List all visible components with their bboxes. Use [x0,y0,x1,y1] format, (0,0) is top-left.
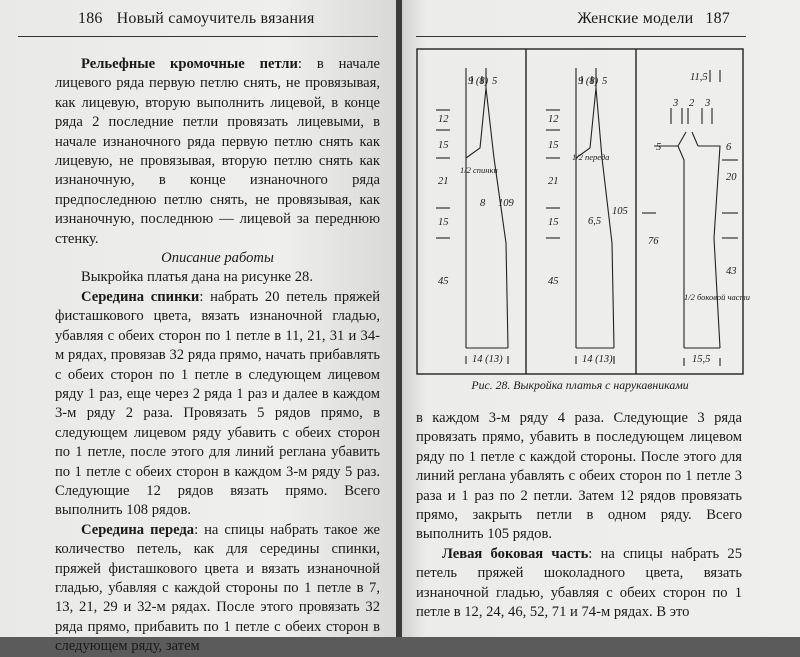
svg-text:15: 15 [548,140,559,151]
right-body-text [416,409,742,622]
svg-text:11,5: 11,5 [690,72,708,83]
svg-text:3: 3 [673,98,679,109]
svg-text:9 (8): 9 (8) [578,76,599,87]
left-page-number: 186 [78,10,103,27]
svg-text:45: 45 [438,276,449,287]
left-running-title: Новый самоучитель вязания [116,10,315,27]
paragraph: Середина переда: на спицы набрать такое же количество петель, как для середины спинки, пряжей фисташкового цвета и вязать изнаночной гладью, убавляя с каждой стороны по 1 петле в 7, 13, 21, 29 и 32-м рядах. После этого провязать 32 ряда прямо, прибавить по 1 петле с обеих сторон в следующем ряду, затем [55,521,380,655]
svg-text:5: 5 [492,76,498,87]
pattern-figure [416,48,750,392]
right-page [402,0,800,637]
right-page-number: 187 [705,10,730,27]
back-pattern [436,68,508,364]
side-pattern [642,70,738,366]
paragraph: Левая боковая часть: на спицы набрать 25 петель пряжей шоколадного цвета, вязать изнаночной гладью, убавляя с обеих сторон по 1 петле в 12, 24, 46, 52, 71 и 74-м рядах. В это [416,545,742,621]
right-running-head [577,10,730,28]
front-pattern [546,68,614,364]
svg-text:6: 6 [726,142,732,153]
side-labels [648,72,750,365]
svg-text:2: 2 [689,98,695,109]
svg-text:45: 45 [548,276,559,287]
svg-text:12: 12 [438,114,449,125]
right-head-rule [416,36,746,37]
paragraph: в каждом 3-м ряду 4 раза. Следующие 3 ряда провязать прямо, убавить в последующем лицевом ряду по 1 петле с каждой стороны. После этого для линий реглана убавлять с обеих сторон по 1 петле 3 раза и 1 раз по 2 петли. Затем 12 рядов провязать прямо, закрыть петли в одном ряду. Всего выполнить 105 рядов. [416,410,742,543]
svg-text:76: 76 [648,236,659,247]
svg-text:20: 20 [726,172,737,183]
svg-text:14 (13): 14 (13) [472,354,503,365]
paragraph: Выкройка платья дана на рисунке 28. [81,269,313,286]
svg-text:109: 109 [498,198,514,209]
svg-text:1/2 боковой части: 1/2 боковой части [684,292,750,302]
figure-caption: Рис. 28. Выкройка платья с нарукавниками [471,378,689,392]
left-body-text [55,55,380,657]
paragraph: Рельефные кромочные петли: в начале лицевого ряда первую петлю снять, не провязывая, как лицевую, вторую выполнить лицевой, в конце ряда 2 последние петли провязать лицевыми, в начале изнаночного ряда первую петлю снять как лицевую, не провязывая, вторую петлю снять как изнаночную, в конце изнаночного ряда предпоследнюю петлю снять, не провязывая, как изнаночную, последнюю — лицевой за переднюю стенку. [55,56,380,247]
svg-text:8: 8 [480,198,486,209]
right-running-title: Женские модели [577,10,694,27]
front-labels [548,76,628,365]
svg-text:3: 3 [705,98,711,109]
dress-pattern-diagram [416,48,750,378]
svg-text:1/2 переда: 1/2 переда [572,152,610,162]
svg-text:1/2 спинки: 1/2 спинки [460,165,498,175]
svg-text:5: 5 [656,142,662,153]
paragraph: Середина спинки: набрать 20 петель пряжей фисташкового цвета, вязать изнаночной гладью, убавляя с обеих сторон по 1 петле в 11, 21, 31 и 34-м рядах, провязав 32 ряда прямо, начать прибавлять с обеих сторон по 1 петле в следующем лицевом ряду 1 раз, еще через 2 ряда 1 раз и далее в каждом 3-м ряду 2 раза. Провязать 5 рядов прямо, в следующем лицевом ряду убавить с обеих сторон по 1 петле, после этого для линий реглана убавить по 1 петле с обеих сторон в каждом 3-м ряду 5 раз. Следующие 12 рядов вязать прямо. Всего выполнить 108 рядов. [55,288,381,519]
left-head-rule [18,36,378,37]
left-page [0,0,398,655]
left-running-head [78,10,315,28]
svg-text:15: 15 [438,217,449,228]
svg-text:21: 21 [438,176,449,187]
section-heading: Описание работы [161,250,274,267]
svg-text:15,5: 15,5 [692,354,711,365]
svg-text:12: 12 [548,114,559,125]
svg-text:6,5: 6,5 [588,216,602,227]
svg-text:15: 15 [548,217,559,228]
svg-text:105: 105 [612,206,628,217]
svg-text:43: 43 [726,266,737,277]
svg-text:15: 15 [438,140,449,151]
svg-text:21: 21 [548,176,559,187]
svg-text:9 (8): 9 (8) [468,76,489,87]
svg-text:5: 5 [602,76,608,87]
svg-text:14 (13): 14 (13) [582,354,613,365]
